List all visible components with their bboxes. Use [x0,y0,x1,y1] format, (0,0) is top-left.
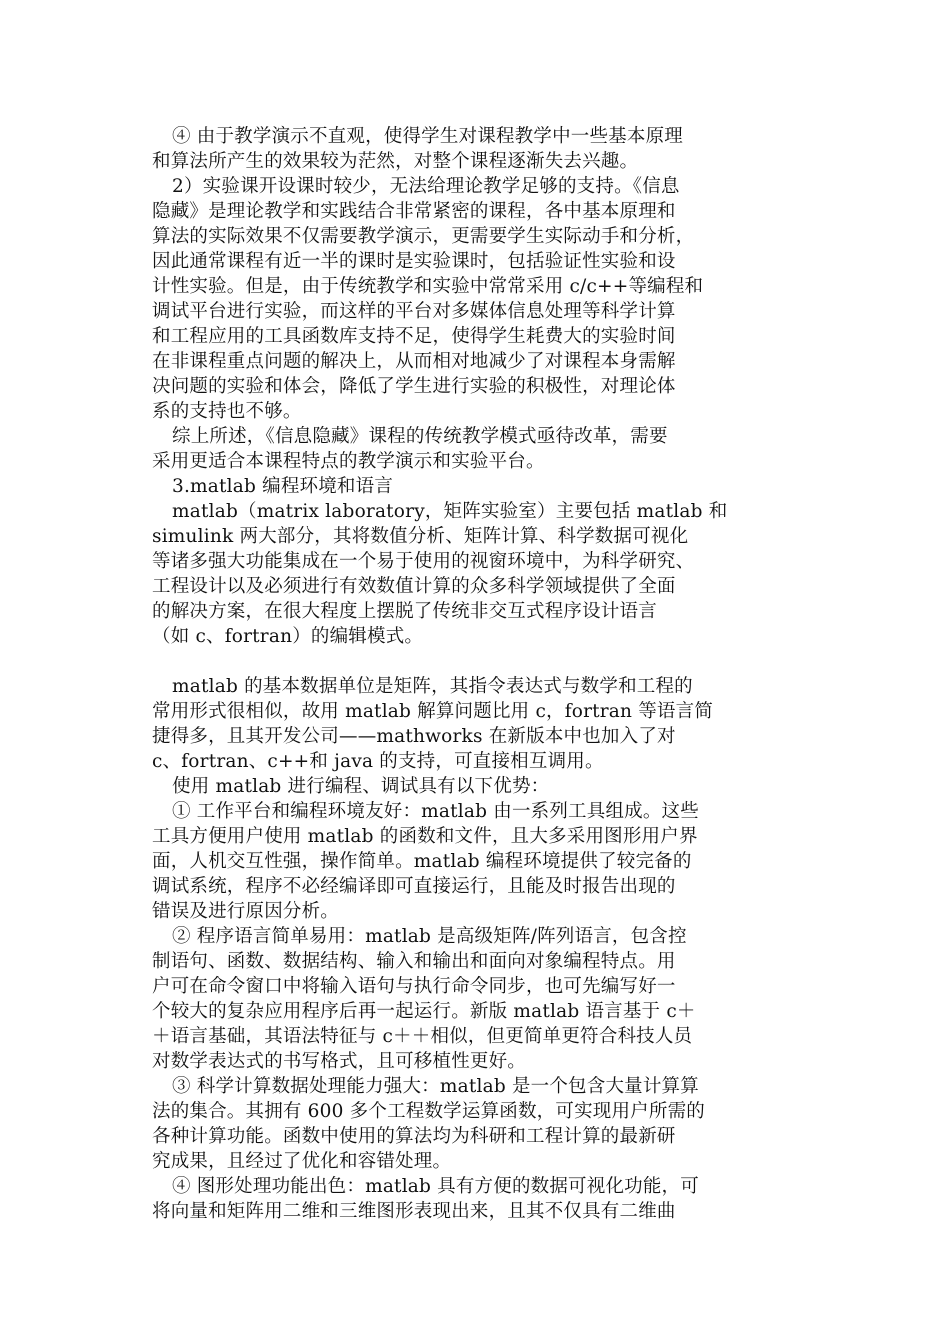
paragraph-5 [152,499,792,649]
text-line: ④ 图形处理功能出色：matlab 具有方便的数据可视化功能，可 [172,1176,699,1197]
text-line: 调试系统，程序不必经编译即可直接运行，且能及时报告出现的 [152,876,676,897]
text-line: 计性实验。但是，由于传统教学和实验中常常采用 c/c++等编程和 [152,276,704,297]
section-title: 3.matlab 编程环境和语言 [172,476,394,497]
text-line: c、fortran、c++和 java 的支持，可直接相互调用。 [152,751,604,772]
text-line: 各种计算功能。函数中使用的算法均为科研和工程计算的最新研 [152,1126,676,1147]
document-body [152,124,792,1224]
text-line: matlab（matrix laboratory，矩阵实验室）主要包括 matlab 和 [172,501,728,522]
text-line: 常用形式很相似，故用 matlab 解算问题比用 c，fortran 等语言简 [152,701,714,722]
section-heading [172,474,792,499]
text-line: 户可在命令窗口中将输入语句与执行命令同步，也可先编写好一 [152,976,676,997]
text-line: 隐藏》是理论教学和实践结合非常紧密的课程，各中基本原理和 [152,201,676,222]
text-line: 制语句、函数、数据结构、输入和输出和面向对象编程特点。用 [152,951,676,972]
text-line: ＋语言基础，其语法特征与 c＋＋相似，但更简单更符合科技人员 [152,1026,693,1047]
text-line: 将向量和矩阵用二维和三维图形表现出来，且其不仅具有二维曲 [152,1201,676,1222]
text-line: 等诸多强大功能集成在一个易于使用的视窗环境中，为科学研究、 [152,551,695,572]
paragraph-11 [152,1174,792,1224]
text-line: （如 c、fortran）的编辑模式。 [152,626,424,647]
text-line: 和工程应用的工具函数库支持不足，使得学生耗费大的实验时间 [152,326,676,347]
text-line: 2）实验课开设课时较少，无法给理论教学足够的支持。《信息 [172,176,680,197]
paragraph-3 [152,424,792,474]
text-line: 对数学表达式的书写格式，且可移植性更好。 [152,1051,527,1072]
text-line: 算法的实际效果不仅需要教学演示，更需要学生实际动手和分析， [152,226,695,247]
text-line: 错误及进行原因分析。 [152,901,340,922]
paragraph-7 [172,774,792,799]
text-line: 决问题的实验和体会，降低了学生进行实验的积极性，对理论体 [152,376,676,397]
text-line: ④ 由于教学演示不直观，使得学生对课程教学中一些基本原理 [172,126,683,147]
text-line: 和算法所产生的效果较为茫然，对整个课程逐渐失去兴趣。 [152,151,639,172]
text-line: 在非课程重点问题的解决上，从而相对地减少了对课程本身需解 [152,351,676,372]
text-line: 工程设计以及必须进行有效数值计算的众多科学领域提供了全面 [152,576,676,597]
text-line: ① 工作平台和编程环境友好：matlab 由一系列工具组成。这些 [172,801,699,822]
text-line: 工具方便用户使用 matlab 的函数和文件，且大多采用图形用户界 [152,826,698,847]
text-line: 法的集合。其拥有 600 多个工程数学运算函数，可实现用户所需的 [152,1101,705,1122]
text-line: 综上所述，《信息隐藏》课程的传统教学模式亟待改革，需要 [172,426,668,447]
paragraph-10 [152,1074,792,1174]
text-line: 系的支持也不够。 [152,401,302,422]
paragraph-8 [152,799,792,924]
text-line: 采用更适合本课程特点的教学演示和实验平台。 [152,451,545,472]
text-line: 面，人机交互性强，操作简单。matlab 编程环境提供了较完备的 [152,851,692,872]
text-line: 使用 matlab 进行编程、调试具有以下优势： [172,776,550,797]
text-line: simulink 两大部分，其将数值分析、矩阵计算、科学数据可视化 [152,526,689,547]
text-line: 捷得多，且其开发公司——mathworks 在新版本中也加入了对 [152,726,676,747]
paragraph-2 [152,174,792,424]
paragraph-6 [152,674,792,774]
text-line: matlab 的基本数据单位是矩阵，其指令表达式与数学和工程的 [172,676,693,697]
text-line: 的解决方案，在很大程度上摆脱了传统非交互式程序设计语言 [152,601,657,622]
paragraph-9 [152,924,792,1074]
text-line: ② 程序语言简单易用：matlab 是高级矩阵/阵列语言，包含控 [172,926,687,947]
text-line: 因此通常课程有近一半的课时是实验课时，包括验证性实验和设 [152,251,676,272]
blank-line [172,649,792,674]
text-line: 究成果，且经过了优化和容错处理。 [152,1151,452,1172]
text-line: 调试平台进行实验，而这样的平台对多媒体信息处理等科学计算 [152,301,676,322]
paragraph-1 [152,124,792,174]
text-line: 个较大的复杂应用程序后再一起运行。新版 matlab 语言基于 c＋ [152,1001,696,1022]
text-line: ③ 科学计算数据处理能力强大：matlab 是一个包含大量计算算 [172,1076,699,1097]
